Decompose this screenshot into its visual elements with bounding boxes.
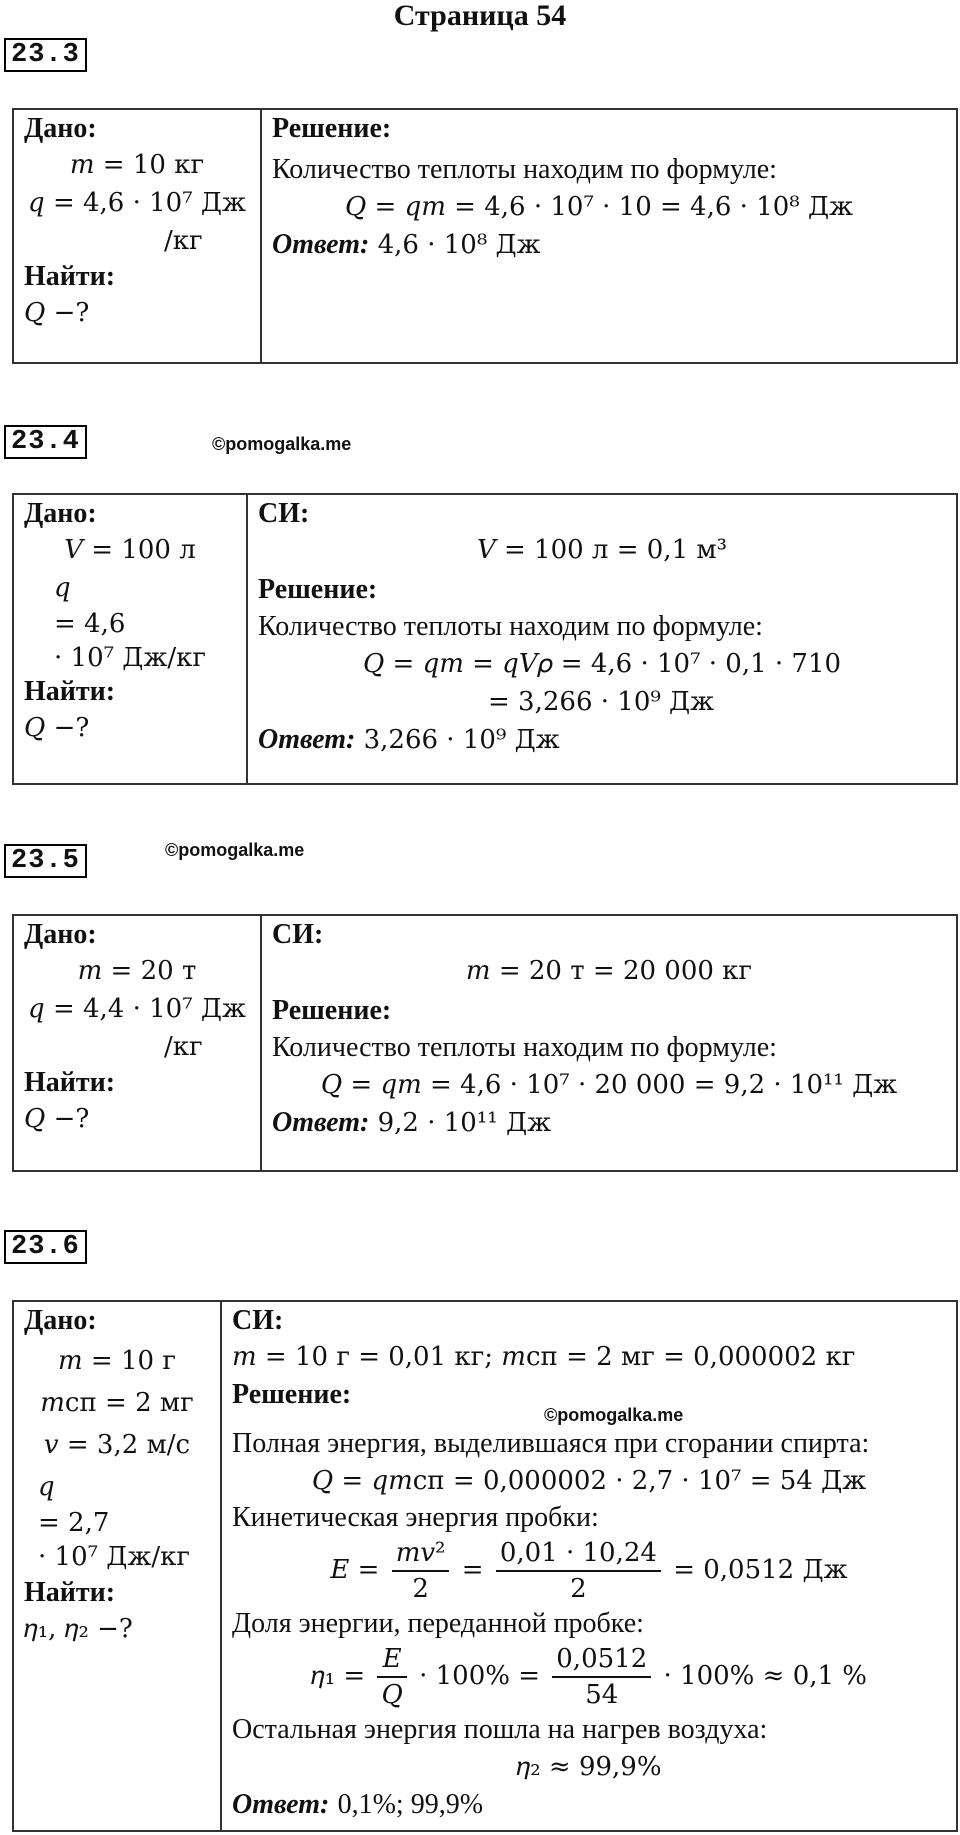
- solution-header: Решение:: [272, 113, 392, 144]
- efficiency-rhs: · 100% ≈ 0,1 %: [663, 1661, 868, 1691]
- answer-value: 3,266 · 10⁹ Дж: [363, 725, 560, 755]
- kinetic-fraction-1: [392, 1536, 450, 1606]
- answer-line: [262, 1104, 956, 1142]
- given-cell: [13, 915, 261, 1171]
- answer-label: Ответ:: [258, 724, 356, 755]
- formula-efficiency: [222, 1642, 956, 1712]
- given-heat-unit: /кг: [164, 1032, 203, 1062]
- watermark: ©pomogalka.me: [212, 434, 352, 454]
- kinetic-rhs: = 0,0512 Дж: [673, 1555, 848, 1585]
- watermark: ©pomogalka.me: [544, 1405, 684, 1425]
- efficiency-lhs: 𝜂₁ =: [310, 1661, 366, 1691]
- fraction-denominator: 𝑄: [381, 1680, 403, 1710]
- answer-value: 9,2 · 10¹¹ Дж: [377, 1108, 552, 1138]
- solution-text-full-energy: Полная энергия, выделившаяся при сгорании спирта:: [232, 1428, 870, 1459]
- solution-text: Количество теплоты находим по формуле:: [272, 154, 777, 185]
- solution-text-kinetic: Кинетическая энергия пробки:: [232, 1502, 599, 1533]
- efficiency-fraction-1: [377, 1642, 406, 1712]
- given-header: Дано:: [24, 498, 97, 529]
- find-value: 𝑄 −?: [24, 1104, 90, 1134]
- kinetic-lhs: 𝐸 =: [330, 1555, 380, 1585]
- solution-cell: [221, 1301, 957, 1831]
- answer-value: 4,6 · 10⁸ Дж: [377, 230, 541, 260]
- given-volume: 𝑉 = 100 л: [64, 535, 196, 565]
- problem-23-3-table: [12, 108, 958, 364]
- solution-header: Решение:: [258, 574, 378, 605]
- fraction-numerator: 𝐸: [377, 1642, 406, 1678]
- given-cell: [13, 109, 261, 363]
- fraction-numerator: 0,0512: [552, 1642, 651, 1678]
- given-mass: 𝑚 = 20 т: [77, 956, 197, 986]
- answer-line: [262, 226, 956, 264]
- problem-number-23-4: 23.4: [4, 425, 87, 459]
- problem-number-23-5: 23.5: [4, 844, 87, 878]
- formula-remaining: 𝜂₂ ≈ 99,9%: [516, 1752, 662, 1782]
- problem-number-23-6: 23.6: [4, 1230, 87, 1264]
- page-title: Страница 54: [393, 0, 567, 32]
- fraction-denominator: 2: [412, 1574, 429, 1604]
- si-conversion: 𝑚 = 20 т = 20 000 кг: [465, 956, 753, 986]
- si-header: СИ:: [272, 919, 324, 950]
- fraction-denominator: 54: [585, 1680, 619, 1710]
- given-heat-value: 𝑞 = 4,4 · 10⁷ Дж: [28, 994, 246, 1024]
- find-value: 𝑄 −?: [24, 298, 90, 328]
- given-cell: [13, 494, 247, 784]
- answer-line: [222, 1786, 956, 1824]
- given-header: Дано:: [24, 113, 97, 144]
- formula-kinetic: [222, 1536, 956, 1606]
- find-header: Найти:: [24, 261, 116, 292]
- si-conversion: 𝑉 = 100 л = 0,1 м³: [476, 535, 728, 565]
- solution-header: Решение:: [232, 1379, 352, 1410]
- given-header: Дано:: [24, 919, 97, 950]
- given-heat-unit: /кг: [164, 226, 203, 256]
- given-alcohol-mass: 𝑚сп = 2 мг: [40, 1388, 194, 1418]
- solution-cell: [247, 494, 957, 784]
- problem-23-6-table: [12, 1300, 958, 1832]
- kinetic-fraction-2: [496, 1536, 661, 1606]
- formula-full-energy: 𝑄 = 𝑞𝑚сп = 0,000002 · 2,7 · 10⁷ = 54 Дж: [311, 1466, 867, 1496]
- find-header: Найти:: [24, 1577, 116, 1608]
- answer-label: Ответ:: [272, 1107, 370, 1138]
- given-heat-value: 𝑞 = 4,6 · 10⁷ Дж: [28, 188, 246, 218]
- watermark: ©pomogalka.me: [165, 840, 305, 860]
- si-header: СИ:: [258, 498, 310, 529]
- given-heat-symbol: 𝑞: [38, 1472, 55, 1502]
- solution-header: Решение:: [272, 995, 392, 1026]
- solution-formula: 𝑄 = 𝑞𝑚 = 𝑞𝑉𝜌 = 4,6 · 10⁷ · 0,1 · 710: [362, 649, 842, 679]
- given-velocity: 𝑣 = 3,2 м/с: [43, 1430, 191, 1460]
- answer-label: Ответ:: [272, 229, 370, 260]
- si-conversion: 𝑚 = 10 г = 0,01 кг; 𝑚сп = 2 мг = 0,000002 кг: [232, 1342, 856, 1372]
- answer-value: 0,1%; 99,9%: [337, 1789, 484, 1820]
- given-cell: [13, 1301, 221, 1831]
- solution-text: Количество теплоты находим по формуле:: [272, 1032, 777, 1063]
- find-header: Найти:: [24, 1067, 116, 1098]
- solution-formula: 𝑄 = 𝑞𝑚 = 4,6 · 10⁷ · 10 = 4,6 · 10⁸ Дж: [344, 192, 854, 222]
- given-heat-unit: · 10⁷ Дж/кг: [54, 643, 206, 673]
- fraction-numerator: 0,01 · 10,24: [496, 1536, 661, 1572]
- fraction-numerator: 𝑚𝑣²: [392, 1536, 450, 1572]
- solution-text-remaining: Остальная энергия пошла на нагрев воздуха:: [232, 1714, 768, 1745]
- solution-text: Количество теплоты находим по формуле:: [258, 611, 763, 642]
- find-value: 𝜂₁, 𝜂₂ −?: [24, 1614, 133, 1644]
- find-value: 𝑄 −?: [24, 713, 90, 743]
- kinetic-equals: =: [461, 1555, 484, 1585]
- given-heat-unit: · 10⁷ Дж/кг: [38, 1542, 190, 1572]
- answer-line: [248, 721, 956, 759]
- given-heat-value: = 4,6: [54, 609, 126, 639]
- solution-result: = 3,266 · 10⁹ Дж: [488, 687, 715, 717]
- answer-label: Ответ:: [232, 1789, 330, 1820]
- solution-cell: [261, 109, 957, 363]
- solution-formula: 𝑄 = 𝑞𝑚 = 4,6 · 10⁷ · 20 000 = 9,2 · 10¹¹ Дж: [320, 1070, 898, 1100]
- efficiency-mid: · 100% =: [419, 1661, 540, 1691]
- given-heat-symbol: 𝑞: [54, 573, 71, 603]
- given-mass: 𝑚 = 10 кг: [69, 150, 205, 180]
- given-header: Дано:: [24, 1305, 97, 1336]
- solution-text-fraction: Доля энергии, переданной пробке:: [232, 1608, 644, 1639]
- problem-number-23-3: 23.3: [4, 38, 87, 72]
- problem-23-5-table: [12, 914, 958, 1172]
- si-header: СИ:: [232, 1305, 284, 1336]
- find-header: Найти:: [24, 676, 116, 707]
- solution-cell: [261, 915, 957, 1171]
- efficiency-fraction-2: [552, 1642, 651, 1712]
- problem-23-4-table: [12, 493, 958, 785]
- given-heat-value: = 2,7: [38, 1508, 110, 1538]
- given-mass: 𝑚 = 10 г: [58, 1346, 176, 1376]
- fraction-denominator: 2: [570, 1574, 587, 1604]
